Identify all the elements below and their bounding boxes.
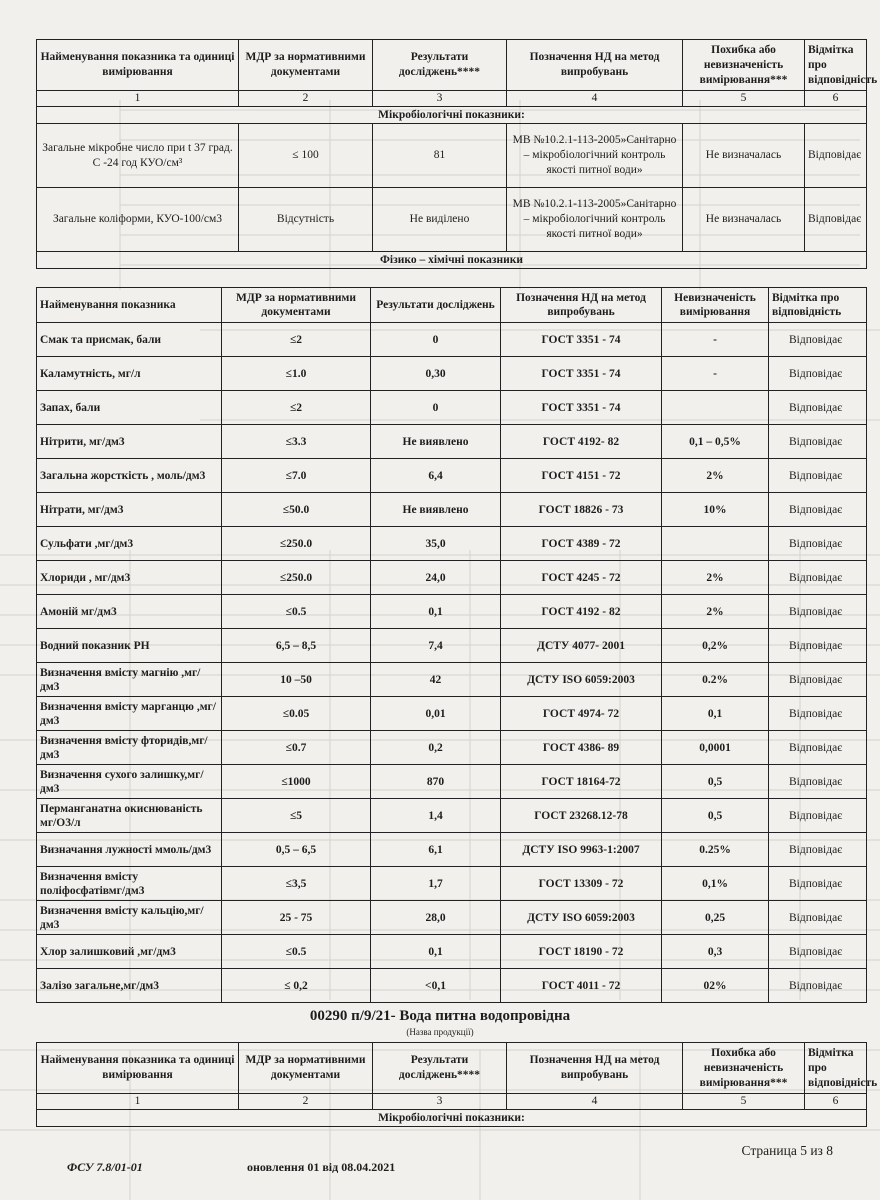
micro-table — [36, 39, 878, 269]
error-value: 0,5 — [662, 799, 769, 833]
error-value: 0,3 — [662, 935, 769, 969]
table-row — [37, 323, 867, 357]
table-row — [37, 188, 867, 252]
table-row — [37, 663, 867, 697]
col-number: 6 — [805, 1094, 867, 1110]
table-header-row — [37, 40, 867, 91]
conformity-mark: Відповідає — [769, 493, 867, 527]
nd-method: МВ №10.2.1-113-2005»Санітарно – мікробіологічний контроль якості питної води» — [507, 188, 683, 252]
table-row — [37, 833, 867, 867]
table-row — [37, 731, 867, 765]
table-row — [37, 765, 867, 799]
nd-method: ГОСТ 3351 - 74 — [501, 357, 662, 391]
mdr-value: 25 - 75 — [222, 901, 371, 935]
nd-method: ГОСТ 4011 - 72 — [501, 969, 662, 1003]
nd-method: ГОСТ 4192- 82 — [501, 425, 662, 459]
conformity-mark: Відповідає — [769, 901, 867, 935]
col-number: 1 — [37, 91, 239, 107]
conformity-mark: Відповідає — [769, 527, 867, 561]
nd-method: ГОСТ 23268.12-78 — [501, 799, 662, 833]
mdr-value: 0,5 – 6,5 — [222, 833, 371, 867]
indicator-name: Сульфати ,мг/дм3 — [37, 527, 222, 561]
conformity-mark: Відповідає — [769, 867, 867, 901]
mdr-value: ≤7.0 — [222, 459, 371, 493]
error-value: 2% — [662, 459, 769, 493]
result-value: 870 — [371, 765, 501, 799]
conformity-mark: Відповідає — [769, 323, 867, 357]
section-title-phys: Фізико – хімічні показники — [37, 252, 867, 269]
error-value: 0,2% — [662, 629, 769, 663]
nd-method: ГОСТ 4389 - 72 — [501, 527, 662, 561]
table-row — [37, 425, 867, 459]
result-value: 0,30 — [371, 357, 501, 391]
table-row — [37, 527, 867, 561]
nd-method: ДСТУ 4077- 2001 — [501, 629, 662, 663]
mdr-value: ≤1000 — [222, 765, 371, 799]
col-header-mark: Відмітка про відповідність — [805, 1043, 867, 1094]
col-header-error: Похибка або невизначеність вимірювання*** — [683, 1043, 805, 1094]
indicator-name: Визначення вмісту фторидів,мг/дм3 — [37, 731, 222, 765]
table-row — [37, 629, 867, 663]
table-row — [37, 459, 867, 493]
result-value: 28,0 — [371, 901, 501, 935]
section-row — [37, 1110, 867, 1127]
indicator-name: Загальне коліформи, КУО-100/см3 — [37, 188, 239, 252]
result-value: 42 — [371, 663, 501, 697]
col-number: 6 — [805, 91, 867, 107]
conformity-mark: Відповідає — [769, 731, 867, 765]
col-header-name: Найменування показника та одиниці вимірювання — [37, 40, 239, 91]
error-value: - — [662, 357, 769, 391]
mdr-value: ≤0.05 — [222, 697, 371, 731]
mdr-value: ≤0.5 — [222, 935, 371, 969]
table-row — [37, 391, 867, 425]
col-header-error: Невизначеність вимірювання — [662, 288, 769, 323]
error-value: 0,25 — [662, 901, 769, 935]
result-value: 1,7 — [371, 867, 501, 901]
error-value: - — [662, 323, 769, 357]
col-number: 2 — [239, 91, 373, 107]
conformity-mark: Відповідає — [769, 425, 867, 459]
product-subtitle: (Назва продукції) — [406, 1027, 474, 1037]
nd-method: ГОСТ 18164-72 — [501, 765, 662, 799]
table-row — [37, 867, 867, 901]
col-header-mdr: МДР за нормативними документами — [239, 40, 373, 91]
conformity-mark: Відповідає — [769, 969, 867, 1003]
conformity-mark: Відповідає — [769, 799, 867, 833]
error-value — [662, 527, 769, 561]
table-row — [37, 901, 867, 935]
col-number: 3 — [373, 1094, 507, 1110]
col-header-result: Результати досліджень — [371, 288, 501, 323]
nd-method: ГОСТ 18826 - 73 — [501, 493, 662, 527]
result-value: <0,1 — [371, 969, 501, 1003]
error-value: 10% — [662, 493, 769, 527]
form-code: ФСУ 7.8/01-01 — [67, 1160, 143, 1174]
mdr-value: ≤ 0,2 — [222, 969, 371, 1003]
next-product-table — [36, 1042, 878, 1127]
nd-method: ГОСТ 3351 - 74 — [501, 323, 662, 357]
result-value: 0,1 — [371, 935, 501, 969]
conformity-mark: Відповідає — [769, 935, 867, 969]
error-value: 0,1% — [662, 867, 769, 901]
col-number: 3 — [373, 91, 507, 107]
mdr-value: ≤2 — [222, 391, 371, 425]
product-title: 00290 п/9/21- Вода питна водопровідна — [309, 1008, 571, 1024]
mdr-value: ≤250.0 — [222, 527, 371, 561]
col-header-error: Похибка або невизначеність вимірювання*** — [683, 40, 805, 91]
nd-method: ДСТУ ISO 9963-1:2007 — [501, 833, 662, 867]
nd-method: ГОСТ 4151 - 72 — [501, 459, 662, 493]
indicator-name: Водний показник РН — [37, 629, 222, 663]
nd-method: ДСТУ ISO 6059:2003 — [501, 663, 662, 697]
conformity-mark: Відповідає — [805, 188, 867, 252]
table-row — [37, 124, 867, 188]
mdr-value: ≤5 — [222, 799, 371, 833]
indicator-name: Визначення сухого залишку,мг/дм3 — [37, 765, 222, 799]
section-row — [37, 107, 867, 124]
nd-method: ГОСТ 4192 - 82 — [501, 595, 662, 629]
indicator-name: Визначення вмісту кальцію,мг/дм3 — [37, 901, 222, 935]
indicator-name: Смак та присмак, бали — [37, 323, 222, 357]
indicator-name: Нітрати, мг/дм3 — [37, 493, 222, 527]
indicator-name: Каламутність, мг/л — [37, 357, 222, 391]
col-header-name: Найменування показника — [37, 288, 222, 323]
error-value: 0.2% — [662, 663, 769, 697]
mdr-value: ≤3,5 — [222, 867, 371, 901]
result-value: 7,4 — [371, 629, 501, 663]
error-value: 2% — [662, 595, 769, 629]
result-value: 6,4 — [371, 459, 501, 493]
result-value: 35,0 — [371, 527, 501, 561]
conformity-mark: Відповідає — [769, 391, 867, 425]
conformity-mark: Відповідає — [769, 833, 867, 867]
result-value: 24,0 — [371, 561, 501, 595]
col-header-result: Результати досліджень**** — [373, 1043, 507, 1094]
table-row — [37, 935, 867, 969]
nd-method: МВ №10.2.1-113-2005»Санітарно – мікробіологічний контроль якості питної води» — [507, 124, 683, 188]
table-row — [37, 697, 867, 731]
mdr-value: ≤0.5 — [222, 595, 371, 629]
col-header-mdr: МДР за нормативними документами — [239, 1043, 373, 1094]
phys-chem-table — [36, 287, 867, 1003]
indicator-name: Визначання лужності ммоль/дм3 — [37, 833, 222, 867]
table-row — [37, 561, 867, 595]
mdr-value: 10 –50 — [222, 663, 371, 697]
mdr-value: ≤250.0 — [222, 561, 371, 595]
col-number: 1 — [37, 1094, 239, 1110]
nd-method: ДСТУ ISO 6059:2003 — [501, 901, 662, 935]
col-header-mdr: МДР за нормативними документами — [222, 288, 371, 323]
mdr-value: ≤ 100 — [239, 124, 373, 188]
error-value: 0,0001 — [662, 731, 769, 765]
result-value: Не виявлено — [371, 425, 501, 459]
mdr-value: ≤3.3 — [222, 425, 371, 459]
table-header-row — [37, 288, 867, 323]
error-value: 0,5 — [662, 765, 769, 799]
result-value: 0 — [371, 391, 501, 425]
indicator-name: Загальне мікробне число при t 37 град. С -24 год КУО/см³ — [37, 124, 239, 188]
section-title-micro: Мікробіологічні показники: — [37, 107, 867, 124]
error-value: 0,1 – 0,5% — [662, 425, 769, 459]
col-number: 5 — [683, 1094, 805, 1110]
mdr-value: 6,5 – 8,5 — [222, 629, 371, 663]
table-header-row — [37, 1043, 867, 1094]
error-value: 0.25% — [662, 833, 769, 867]
result-value: 0 — [371, 323, 501, 357]
column-number-row — [37, 91, 867, 107]
indicator-name: Хлориди , мг/дм3 — [37, 561, 222, 595]
mdr-value: ≤0.7 — [222, 731, 371, 765]
mdr-value: ≤2 — [222, 323, 371, 357]
col-number: 4 — [507, 1094, 683, 1110]
error-value: 0,1 — [662, 697, 769, 731]
col-header-nd: Позначення НД на метод випробувань — [507, 1043, 683, 1094]
page-number: Страница 5 из 8 — [741, 1143, 833, 1158]
table-row — [37, 357, 867, 391]
conformity-mark: Відповідає — [769, 765, 867, 799]
result-value: 81 — [373, 124, 507, 188]
col-header-nd: Позначення НД на метод випробувань — [501, 288, 662, 323]
indicator-name: Визначення вмісту поліфосфатівмг/дм3 — [37, 867, 222, 901]
indicator-name: Перманганатна окиснюваність мг/О3/л — [37, 799, 222, 833]
indicator-name: Залізо загальне,мг/дм3 — [37, 969, 222, 1003]
conformity-mark: Відповідає — [769, 663, 867, 697]
section-row — [37, 252, 867, 269]
indicator-name: Загальна жорсткість , моль/дм3 — [37, 459, 222, 493]
col-header-mark: Відмітка про відповідність — [805, 40, 867, 91]
table-row — [37, 493, 867, 527]
col-number: 2 — [239, 1094, 373, 1110]
nd-method: ГОСТ 13309 - 72 — [501, 867, 662, 901]
result-value: 0,01 — [371, 697, 501, 731]
column-number-row — [37, 1094, 867, 1110]
conformity-mark: Відповідає — [769, 357, 867, 391]
result-value: 6,1 — [371, 833, 501, 867]
indicator-name: Хлор залишковий ,мг/дм3 — [37, 935, 222, 969]
table-row — [37, 595, 867, 629]
nd-method: ГОСТ 4974- 72 — [501, 697, 662, 731]
col-header-result: Результати досліджень**** — [373, 40, 507, 91]
nd-method: ГОСТ 18190 - 72 — [501, 935, 662, 969]
mdr-value: Відсутність — [239, 188, 373, 252]
update-note: оновлення 01 від 08.04.2021 — [247, 1160, 396, 1174]
indicator-name: Нітрити, мг/дм3 — [37, 425, 222, 459]
nd-method: ГОСТ 4386- 89 — [501, 731, 662, 765]
result-value: 1,4 — [371, 799, 501, 833]
error-value: 2% — [662, 561, 769, 595]
indicator-name: Запах, бали — [37, 391, 222, 425]
result-value: Не виявлено — [371, 493, 501, 527]
indicator-name: Визначення вмісту марганцю ,мг/дм3 — [37, 697, 222, 731]
indicator-name: Визначення вмісту магнію ,мг/дм3 — [37, 663, 222, 697]
conformity-mark: Відповідає — [805, 124, 867, 188]
col-header-mark: Відмітка про відповідність — [769, 288, 867, 323]
mdr-value: ≤50.0 — [222, 493, 371, 527]
col-header-name: Найменування показника та одиниці вимірювання — [37, 1043, 239, 1094]
nd-method: ГОСТ 3351 - 74 — [501, 391, 662, 425]
conformity-mark: Відповідає — [769, 629, 867, 663]
conformity-mark: Відповідає — [769, 561, 867, 595]
result-value: 0,1 — [371, 595, 501, 629]
table-row — [37, 799, 867, 833]
error-value: Не визначалась — [683, 188, 805, 252]
section-title-micro: Мікробіологічні показники: — [37, 1110, 867, 1127]
col-header-nd: Позначення НД на метод випробувань — [507, 40, 683, 91]
result-value: 0,2 — [371, 731, 501, 765]
indicator-name: Амоній мг/дм3 — [37, 595, 222, 629]
col-number: 4 — [507, 91, 683, 107]
error-value: Не визначалась — [683, 124, 805, 188]
nd-method: ГОСТ 4245 - 72 — [501, 561, 662, 595]
result-value: Не виділено — [373, 188, 507, 252]
col-number: 5 — [683, 91, 805, 107]
conformity-mark: Відповідає — [769, 697, 867, 731]
conformity-mark: Відповідає — [769, 459, 867, 493]
table-row — [37, 969, 867, 1003]
conformity-mark: Відповідає — [769, 595, 867, 629]
mdr-value: ≤1.0 — [222, 357, 371, 391]
phys-chem-body — [37, 323, 867, 1003]
error-value: 02% — [662, 969, 769, 1003]
error-value — [662, 391, 769, 425]
